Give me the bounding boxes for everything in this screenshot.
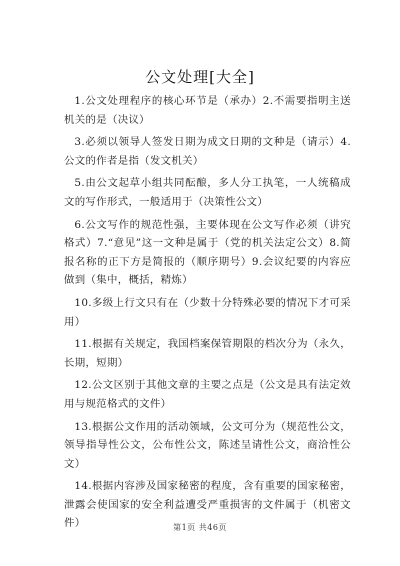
paragraph: 11.根据有关规定，我国档案保管期限的档次分为（永久，长期，短期） [64,338,351,369]
paragraph: 6.公文写作的规范性强，主要体现在公文写作必须（讲究格式）7.“意见”这一文种是属于（党的机关法定公文）8.简报名称的正下方是简报的（顺序期号）9.会议纪要的内容应做到（集中，概括，精炼） [64,218,351,287]
paragraph: 1.公文处理程序的核心环节是（承办）2.不需要指明主送机关的是（决议） [64,95,351,126]
paragraph: 14.根据内容涉及国家秘密的程度，含有重要的国家秘密，泄露会使国家的安全利益遭受严重损害的文件属于（机密文件） [64,480,351,530]
document-body [64,92,351,537]
paragraph: 13.根据公文作用的活动领域，公文可分为（规范性公文，领导指导性公文，公布性公文，陈述呈请性公文，商洽性公文） [64,420,351,470]
paragraph: 3.必须以领导人签发日期为成文日期的文种是（请示）4.公文的作者是指（发文机关） [64,136,351,167]
page-footer: 第1页 共46页 [173,523,227,532]
paragraph: 5.由公文起草小组共同酝酿，多人分工执笔，一人统稿成文的写作形式，一般适用于（决策性公文） [64,177,351,208]
paragraph: 12.公文区别于其他文章的主要之点是（公文是具有法定效用与规范格式的文件） [64,379,351,410]
document-title: 公文处理[大全] [145,68,255,86]
paragraph: 10.多级上行文只有在（少数十分特殊必要的情况下才可采用） [64,296,351,328]
